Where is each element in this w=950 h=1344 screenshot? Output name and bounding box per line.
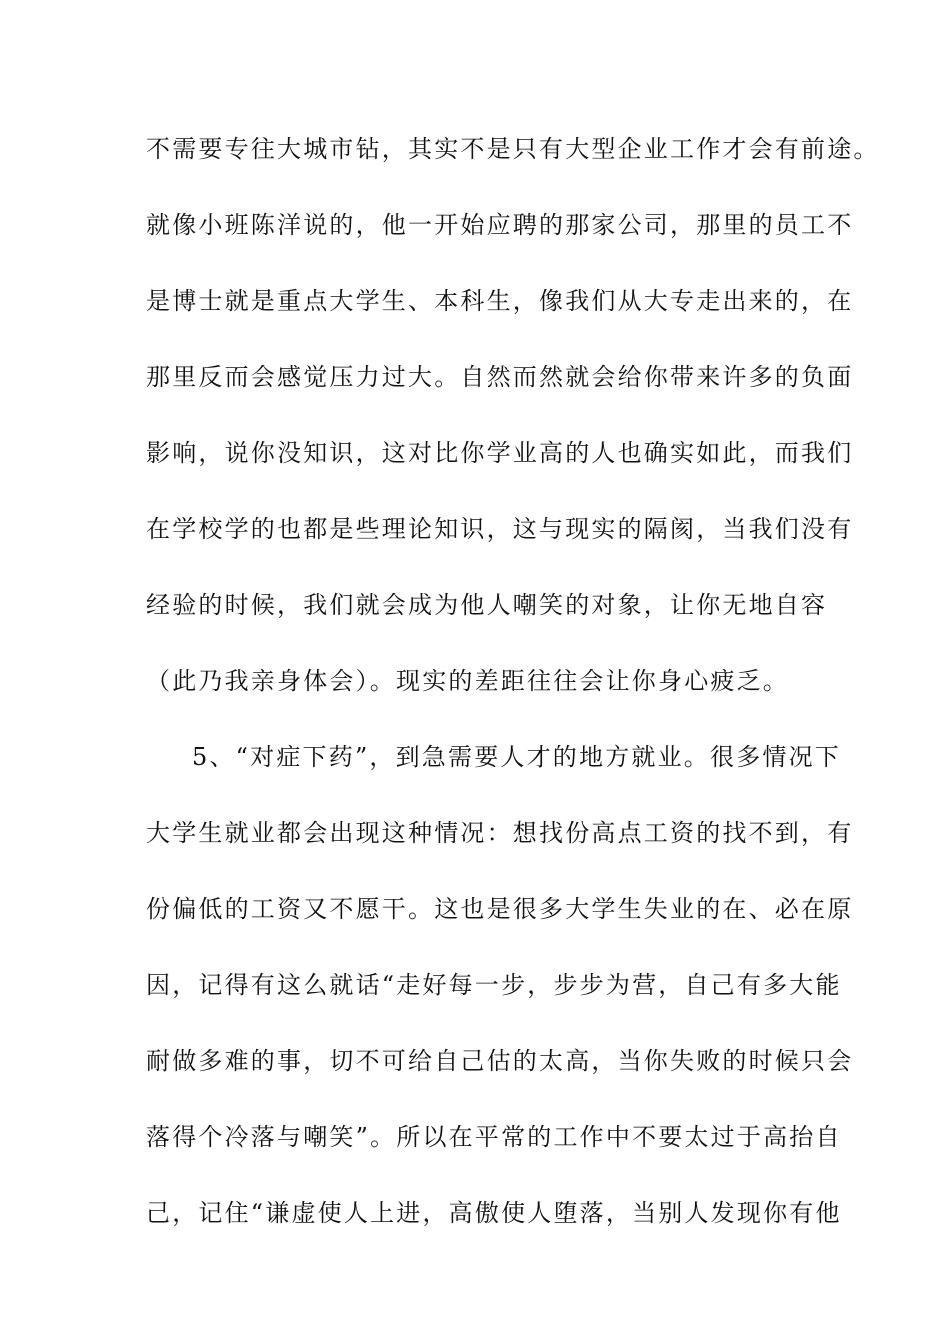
paragraph-heading-line: 5、“对症下药”，到急需要人才的地方就业。很多情况下 — [192, 743, 842, 771]
text-line: 耐做多难的事，切不可给自己估的太高，当你失败的时候只会 — [146, 1047, 854, 1075]
text-line: 落得个冷落与嘲笑”。所以在平常的工作中不要太过于高抬自 — [146, 1123, 842, 1151]
text-line: 影响，说你没知识，这对比你学业高的人也确实如此，而我们 — [146, 439, 854, 467]
text-line: 不需要专往大城市钻，其实不是只有大型企业工作才会有前途。 — [146, 135, 880, 163]
text-line: 大学生就业都会出现这种情况：想找份高点工资的找不到，有 — [146, 819, 854, 847]
text-line: （此乃我亲身体会）。现实的差距往往会让你身心疲乏。 — [146, 667, 789, 695]
text-line: 经验的时候，我们就会成为他人嘲笑的对象，让你无地自容 — [146, 591, 828, 619]
text-line: 因，记得有这么就话“走好每一步，步步为营，自己有多大能 — [146, 971, 842, 999]
text-line: 在学校学的也都是些理论知识，这与现实的隔阂，当我们没有 — [146, 515, 854, 543]
text-line: 份偏低的工资又不愿干。这也是很多大学生失业的在、必在原 — [146, 895, 854, 923]
text-line: 是博士就是重点大学生、本科生，像我们从大专走出来的，在 — [146, 287, 854, 315]
text-line: 己，记住“谦虚使人上进，高傲使人堕落，当别人发现你有他 — [146, 1199, 842, 1227]
text-line: 就像小班陈洋说的，他一开始应聘的那家公司，那里的员工不 — [146, 211, 854, 239]
text-line: 那里反而会感觉压力过大。自然而然就会给你带来许多的负面 — [146, 363, 854, 391]
